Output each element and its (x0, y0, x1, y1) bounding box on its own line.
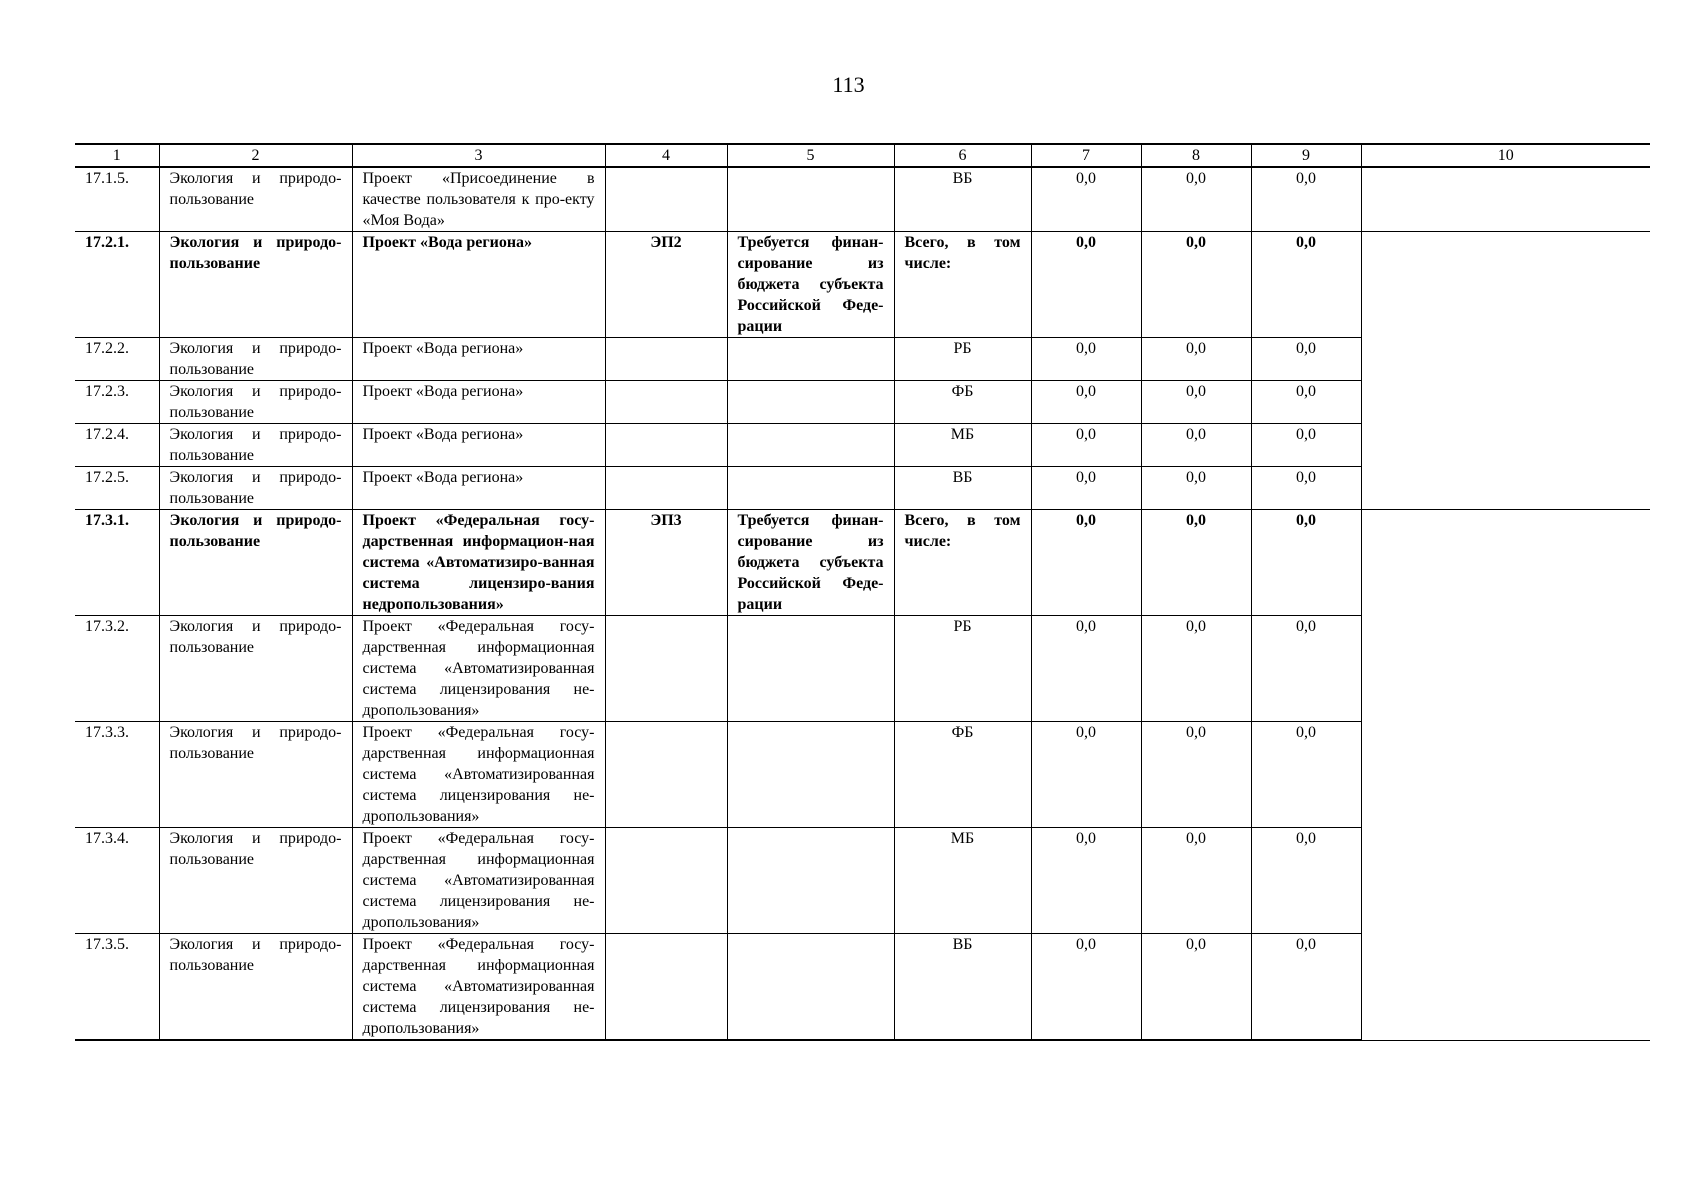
row-value-9: 0,0 (1251, 828, 1361, 934)
column-header: 6 (894, 144, 1031, 167)
row-code: 17.2.2. (75, 338, 159, 381)
row-sphere: Экология и природо-пользование (159, 232, 352, 338)
row-source: МБ (894, 424, 1031, 467)
row-sphere: Экология и природо-пользование (159, 381, 352, 424)
row-project: Проект «Присоединение в качестве пользователя к про-екту «Моя Вода» (352, 167, 605, 232)
column-header: 5 (727, 144, 894, 167)
row-ep (605, 381, 727, 424)
column-number-row (75, 144, 1650, 167)
row-value-9: 0,0 (1251, 934, 1361, 1041)
row-value-7: 0,0 (1031, 167, 1141, 232)
row-value-7: 0,0 (1031, 934, 1141, 1041)
row-sphere: Экология и природо-пользование (159, 616, 352, 722)
row-ep (605, 424, 727, 467)
row-note (727, 467, 894, 510)
row-value-8: 0,0 (1141, 510, 1251, 616)
row-code: 17.3.4. (75, 828, 159, 934)
row-value-8: 0,0 (1141, 338, 1251, 381)
column-header: 2 (159, 144, 352, 167)
row-value-8: 0,0 (1141, 167, 1251, 232)
row-note (727, 616, 894, 722)
row-ep (605, 616, 727, 722)
row-value-7: 0,0 (1031, 722, 1141, 828)
row-code: 17.2.5. (75, 467, 159, 510)
row-source: ВБ (894, 934, 1031, 1041)
row-code: 17.2.4. (75, 424, 159, 467)
row-value-8: 0,0 (1141, 467, 1251, 510)
row-value-7: 0,0 (1031, 828, 1141, 934)
row-column-10 (1361, 167, 1650, 232)
row-code: 17.3.1. (75, 510, 159, 616)
row-sphere: Экология и природо-пользование (159, 167, 352, 232)
row-note (727, 722, 894, 828)
table-row (75, 232, 1650, 338)
row-source: Всего, в том числе: (894, 510, 1031, 616)
row-value-8: 0,0 (1141, 424, 1251, 467)
row-project: Проект «Федеральная госу-дарственная информационная система «Автоматизированная система лицензирования не-дропользования» (352, 934, 605, 1041)
row-code: 17.3.5. (75, 934, 159, 1041)
column-header: 9 (1251, 144, 1361, 167)
row-project: Проект «Вода региона» (352, 232, 605, 338)
row-note: Требуется финан-сирование из бюджета субъекта Российской Феде-рации (727, 510, 894, 616)
page-number: 113 (832, 72, 865, 97)
row-source: ВБ (894, 167, 1031, 232)
row-ep (605, 722, 727, 828)
column-header: 7 (1031, 144, 1141, 167)
row-sphere: Экология и природо-пользование (159, 338, 352, 381)
row-value-9: 0,0 (1251, 232, 1361, 338)
table-row (75, 510, 1650, 616)
row-sphere: Экология и природо-пользование (159, 722, 352, 828)
row-code: 17.3.3. (75, 722, 159, 828)
column-header: 10 (1361, 144, 1650, 167)
row-value-9: 0,0 (1251, 167, 1361, 232)
row-sphere: Экология и природо-пользование (159, 510, 352, 616)
row-value-9: 0,0 (1251, 467, 1361, 510)
row-project: Проект «Вода региона» (352, 381, 605, 424)
row-value-7: 0,0 (1031, 616, 1141, 722)
budget-table (75, 143, 1650, 1041)
row-value-9: 0,0 (1251, 722, 1361, 828)
row-value-9: 0,0 (1251, 510, 1361, 616)
row-code: 17.1.5. (75, 167, 159, 232)
row-note (727, 934, 894, 1041)
row-source: МБ (894, 828, 1031, 934)
row-source: ФБ (894, 722, 1031, 828)
row-value-9: 0,0 (1251, 338, 1361, 381)
row-note (727, 828, 894, 934)
row-value-7: 0,0 (1031, 467, 1141, 510)
column-header: 4 (605, 144, 727, 167)
row-note (727, 167, 894, 232)
row-column-10 (1361, 510, 1650, 1041)
row-ep: ЭП3 (605, 510, 727, 616)
column-header: 1 (75, 144, 159, 167)
column-header: 8 (1141, 144, 1251, 167)
row-source: РБ (894, 338, 1031, 381)
row-project: Проект «Федеральная госу-дарственная информацион-ная система «Автоматизиро-ванная система лицензиро-вания недропользования» (352, 510, 605, 616)
row-source: Всего, в том числе: (894, 232, 1031, 338)
row-project: Проект «Федеральная госу-дарственная информационная система «Автоматизированная система лицензирования не-дропользования» (352, 828, 605, 934)
row-value-8: 0,0 (1141, 828, 1251, 934)
row-ep (605, 467, 727, 510)
row-source: ВБ (894, 467, 1031, 510)
row-value-9: 0,0 (1251, 424, 1361, 467)
row-value-7: 0,0 (1031, 381, 1141, 424)
row-sphere: Экология и природо-пользование (159, 424, 352, 467)
row-ep: ЭП2 (605, 232, 727, 338)
row-value-9: 0,0 (1251, 616, 1361, 722)
row-project: Проект «Вода региона» (352, 338, 605, 381)
row-project: Проект «Вода региона» (352, 467, 605, 510)
table-body (75, 167, 1650, 1040)
row-ep (605, 167, 727, 232)
row-value-8: 0,0 (1141, 934, 1251, 1041)
row-value-7: 0,0 (1031, 232, 1141, 338)
row-sphere: Экология и природо-пользование (159, 828, 352, 934)
row-value-8: 0,0 (1141, 616, 1251, 722)
row-source: ФБ (894, 381, 1031, 424)
column-header: 3 (352, 144, 605, 167)
row-note (727, 424, 894, 467)
row-value-7: 0,0 (1031, 338, 1141, 381)
row-source: РБ (894, 616, 1031, 722)
row-value-7: 0,0 (1031, 510, 1141, 616)
row-note (727, 338, 894, 381)
row-project: Проект «Федеральная госу-дарственная информационная система «Автоматизированная система лицензирования не-дропользования» (352, 616, 605, 722)
row-column-10 (1361, 232, 1650, 510)
row-code: 17.3.2. (75, 616, 159, 722)
row-ep (605, 338, 727, 381)
row-ep (605, 934, 727, 1041)
row-value-8: 0,0 (1141, 232, 1251, 338)
row-code: 17.2.1. (75, 232, 159, 338)
row-project: Проект «Вода региона» (352, 424, 605, 467)
row-value-8: 0,0 (1141, 722, 1251, 828)
row-note: Требуется финан-сирование из бюджета субъекта Российской Феде-рации (727, 232, 894, 338)
row-note (727, 381, 894, 424)
row-ep (605, 828, 727, 934)
table-row (75, 167, 1650, 232)
row-code: 17.2.3. (75, 381, 159, 424)
row-sphere: Экология и природо-пользование (159, 934, 352, 1041)
row-project: Проект «Федеральная госу-дарственная информационная система «Автоматизированная система лицензирования не-дропользования» (352, 722, 605, 828)
row-sphere: Экология и природо-пользование (159, 467, 352, 510)
row-value-7: 0,0 (1031, 424, 1141, 467)
row-value-9: 0,0 (1251, 381, 1361, 424)
row-value-8: 0,0 (1141, 381, 1251, 424)
